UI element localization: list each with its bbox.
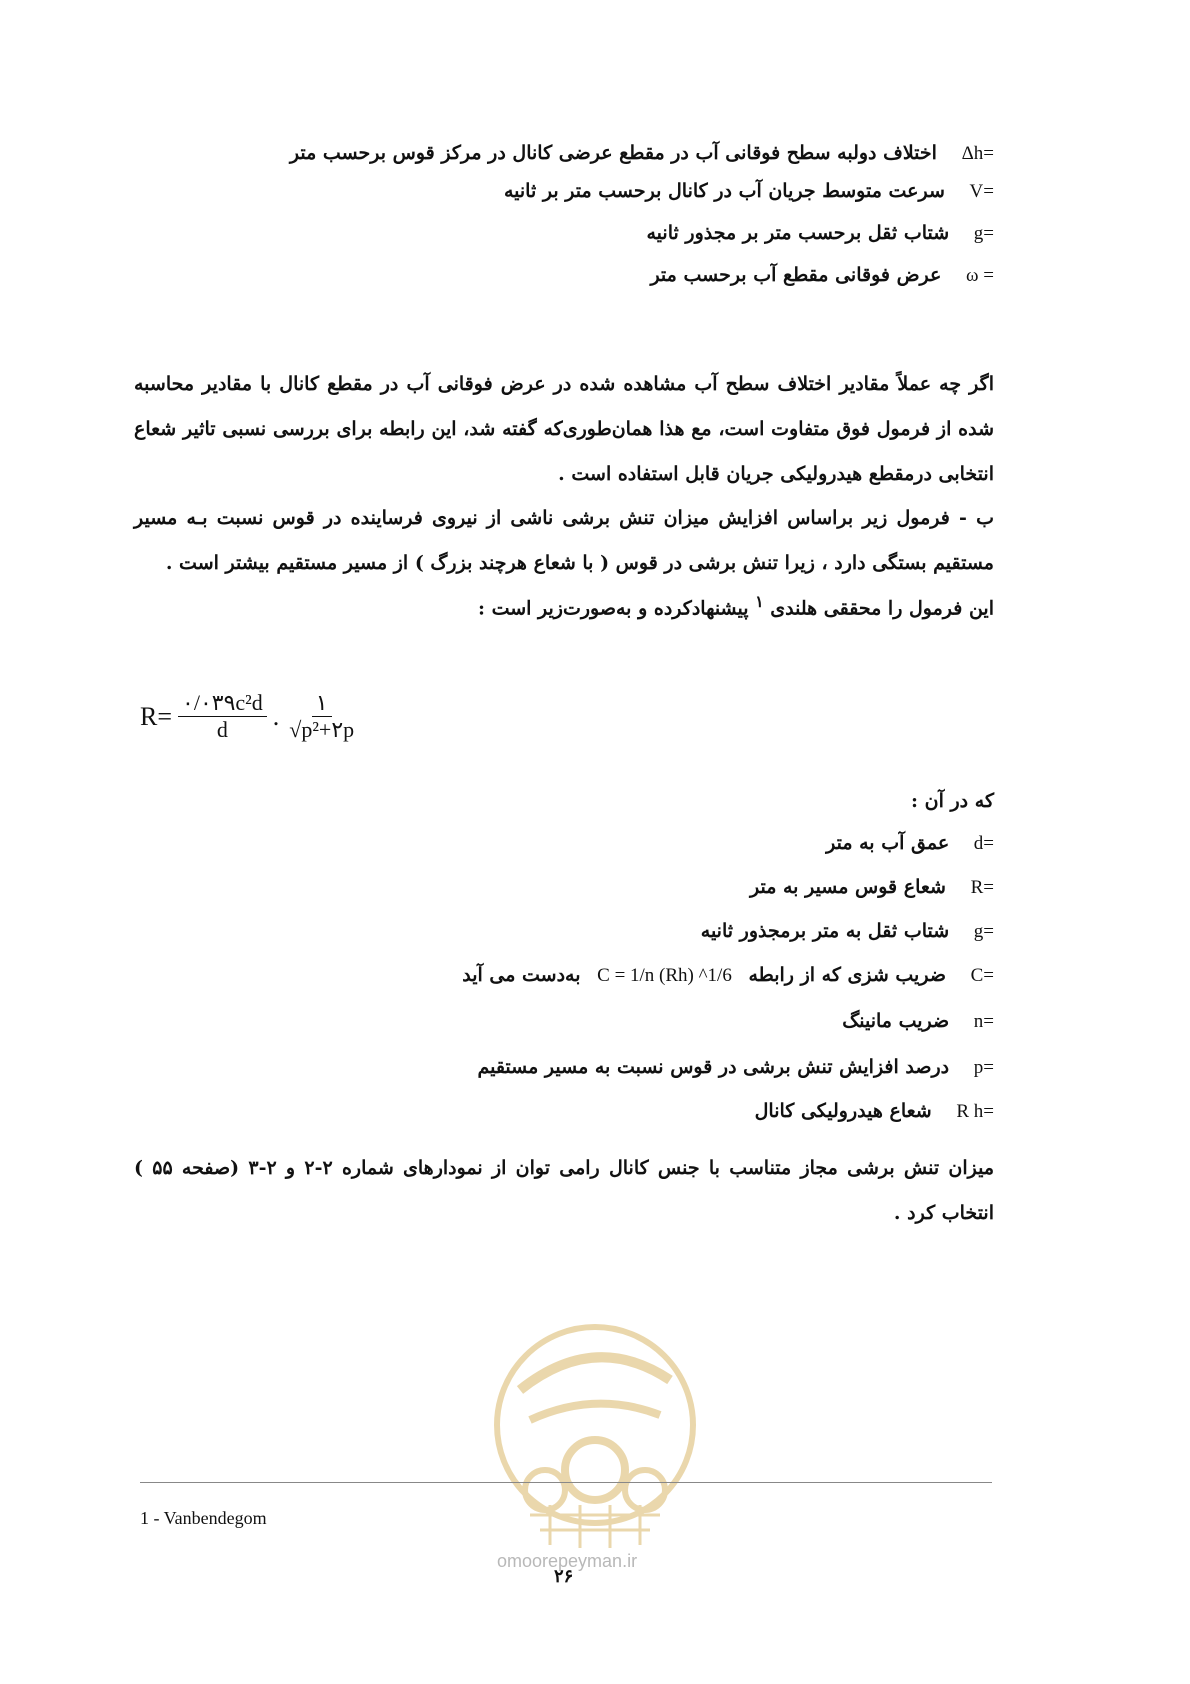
watermark-url: omoorepeyman.ir xyxy=(497,1551,638,1571)
def-n xyxy=(842,1010,994,1033)
def-symbol: =n xyxy=(973,1011,994,1032)
fraction-1-denominator: d xyxy=(216,717,228,742)
fraction-2-denominator: √p²+۲p xyxy=(289,717,355,742)
footnote: 1 - Vanbendegom xyxy=(140,1508,267,1528)
def-delta-h xyxy=(290,142,994,165)
def-symbol: =V xyxy=(969,181,994,202)
chezy-formula: C = 1/n (Rh) ^1/6 xyxy=(597,965,732,986)
paragraph-2: میزان تنش برشی مجاز متناسب با جنس کانال رامی توان از نمودارهای شماره ۲-۲ و ۲-۳ (صفحه ۵۵ ) انتخاب کرد . xyxy=(134,1157,995,1224)
def-d xyxy=(826,832,994,855)
def-text: اختلاف دولبه سطح فوقانی آب در مقطع عرضی کانال در مرکز قوس برحسب متر xyxy=(289,142,937,164)
footnote-divider xyxy=(140,1482,992,1483)
def-text-after: به‌دست می آید xyxy=(462,964,581,986)
item-b xyxy=(134,496,994,586)
def-text: شعاع قوس مسیر به متر xyxy=(749,876,946,898)
def-r xyxy=(750,876,994,899)
formula-dot: . xyxy=(272,701,280,731)
def-omega xyxy=(650,264,994,287)
def-symbol: =Δh xyxy=(961,143,994,164)
def-text: عرض فوقانی مقطع آب برحسب متر xyxy=(650,264,942,286)
paragraph-1: اگر چه عملاً مقادیر اختلاف سطح آب مشاهده شده در عرض فوقانی آب در مقطع کانال با مقادیر محاسبه شده از فرمول فوق متفاوت است، مع هذا همان‌طوری‌که گفته شد، این رابطه برای بررسی نسبی تاثیر شعاع انتخابی درمقطع هیدرولیکی جریان قابل استفاده است . xyxy=(134,373,994,485)
def-symbol: =p xyxy=(973,1057,994,1078)
def-p xyxy=(477,1056,994,1079)
formula-intro-text: این فرمول را محققی هلندی xyxy=(770,597,994,620)
footnote-ref: ۱ xyxy=(755,592,764,611)
watermark-logo-icon xyxy=(490,1320,700,1550)
def-text: شتاب ثقل برحسب متر بر مجذور ثانیه xyxy=(646,222,950,244)
where-label: که در آن : xyxy=(911,790,994,812)
def-symbol: =C xyxy=(970,965,994,986)
def-symbol: =g xyxy=(973,223,994,244)
fraction-1-numerator: ۰/۰۳۹c²d xyxy=(178,690,267,717)
formula-lhs: R= xyxy=(140,701,173,731)
fraction-1 xyxy=(178,690,267,743)
def-text: سرعت متوسط جریان آب در کانال برحسب متر بر ثانیه xyxy=(503,180,945,202)
formula-intro-end: پیشنهادکرده و به‌صورت‌زیر است : xyxy=(477,597,749,620)
def-text: ضریب مانینگ xyxy=(842,1010,950,1032)
def-g-2 xyxy=(701,920,994,943)
def-symbol: =d xyxy=(973,833,994,854)
page-number: ۲۶ xyxy=(554,1566,574,1587)
def-g xyxy=(647,222,995,245)
def-text: شتاب ثقل به متر برمجذور ثانیه xyxy=(700,920,950,942)
def-symbol: =R xyxy=(970,877,994,898)
def-text: شعاع هیدرولیکی کانال xyxy=(754,1100,932,1122)
fraction-2-numerator: ۱ xyxy=(312,690,332,717)
item-b-text: فرمول زیر براساس افزایش میزان تنش برشی ناشی از نیروی فرساینده در قوس نسبت بـه مسیر مستقیم بستگی دارد ، زیرا تنش برشی در قوس ( با شعاع هرچند بزرگ ) از مسیر مستقیم بیشتر است . xyxy=(134,507,994,574)
def-c xyxy=(462,964,994,987)
def-v xyxy=(504,180,994,203)
def-symbol: =R h xyxy=(956,1101,994,1122)
formula-r xyxy=(140,690,364,743)
fraction-2 xyxy=(285,690,358,743)
formula-intro xyxy=(478,592,994,619)
item-b-marker: ب - xyxy=(959,507,994,529)
def-rh xyxy=(755,1100,994,1123)
def-text: درصد افزایش تنش برشی در قوس نسبت به مسیر مستقیم xyxy=(477,1056,950,1078)
def-text: عمق آب به متر xyxy=(826,832,950,854)
def-text: ضریب شزی که از رابطه xyxy=(748,964,946,986)
def-symbol: = ω xyxy=(966,265,994,286)
def-symbol: =g xyxy=(973,921,994,942)
